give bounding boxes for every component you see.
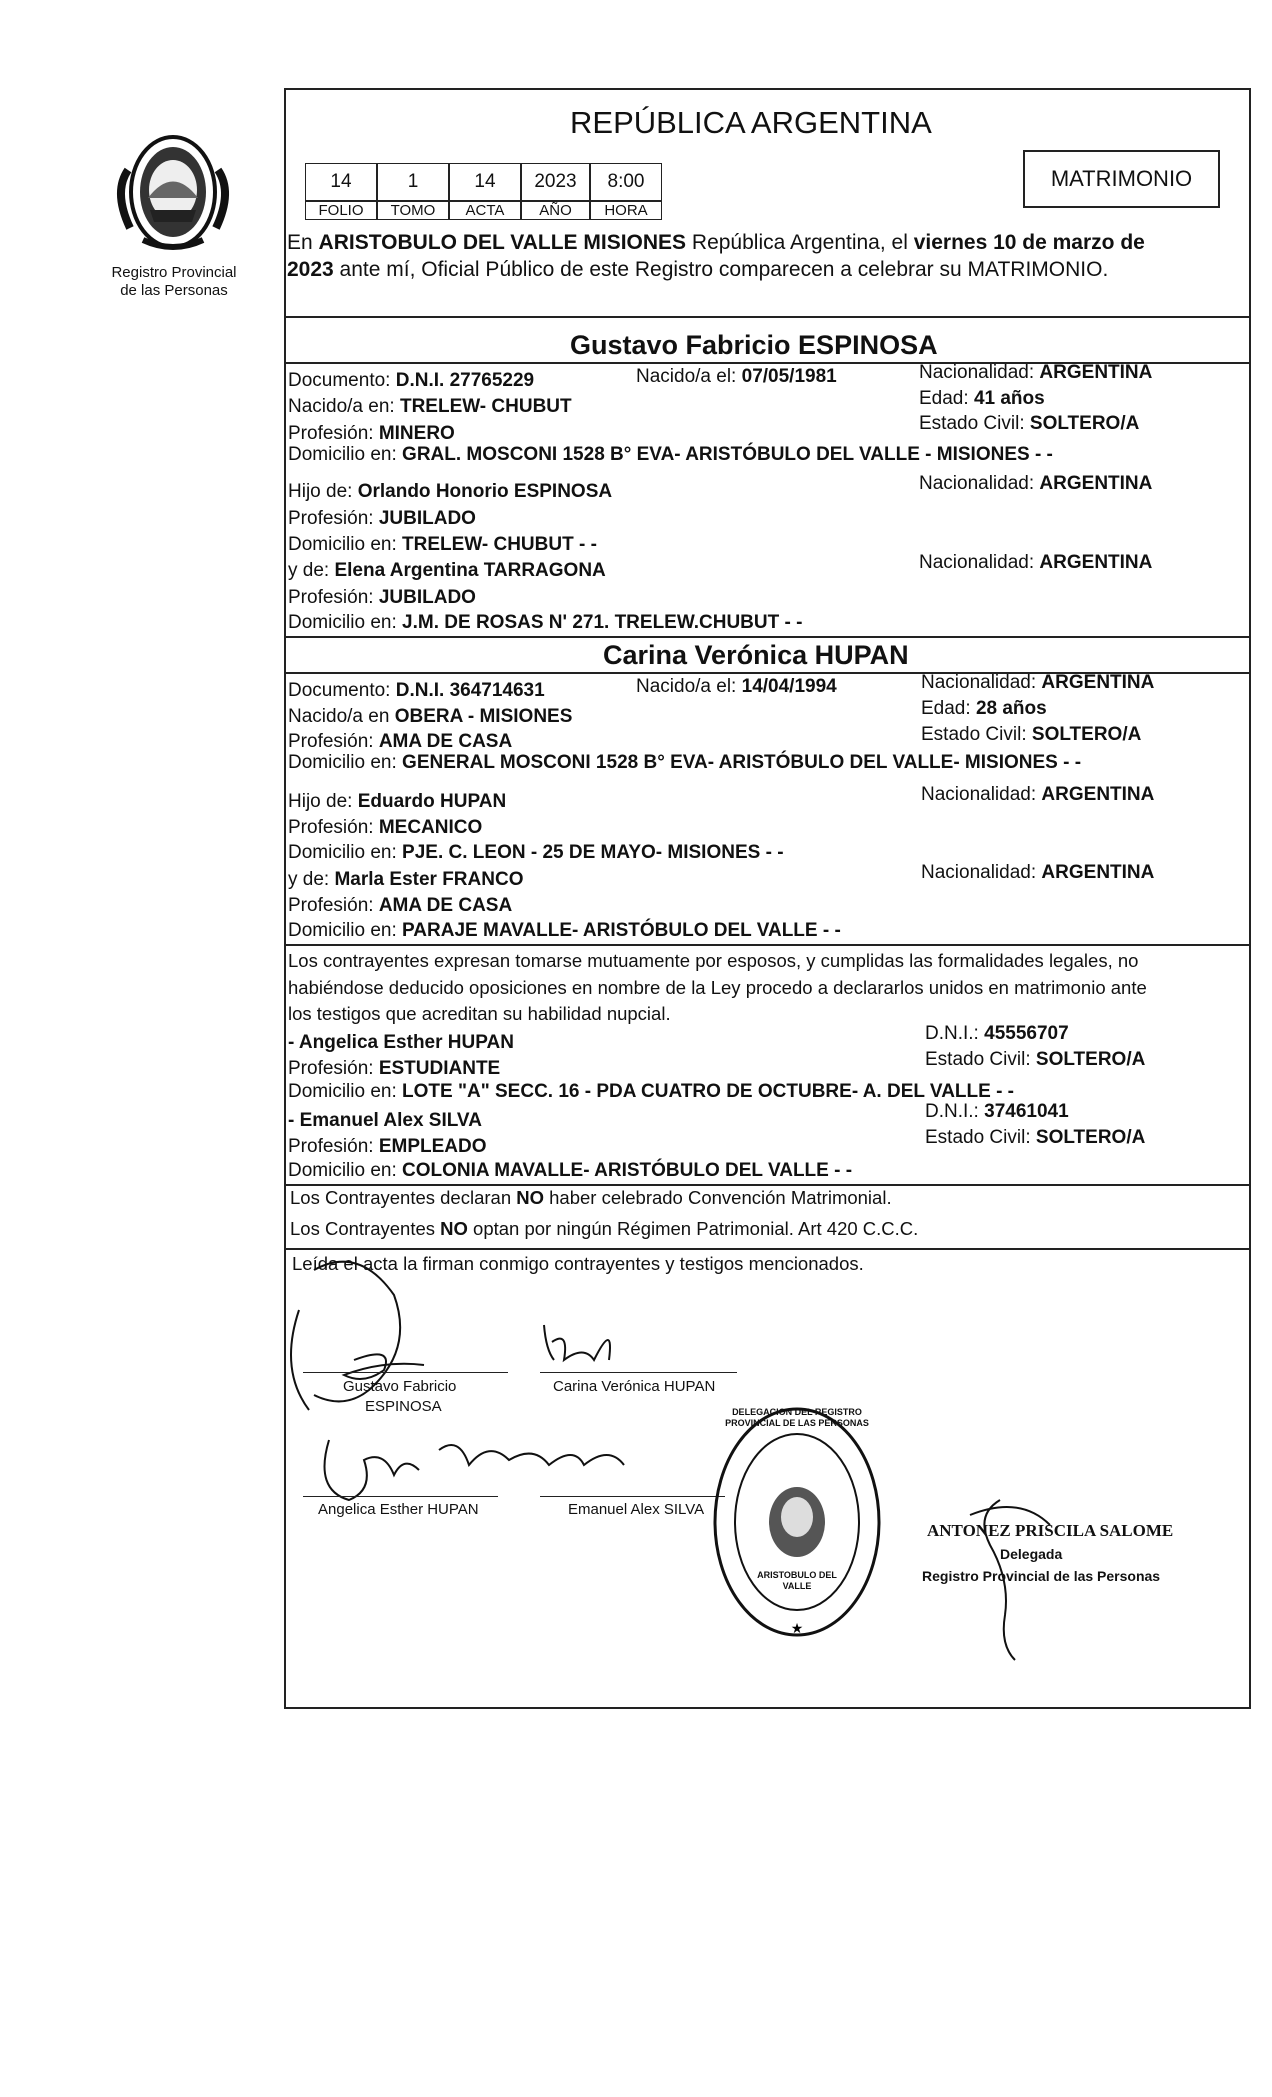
sig-angelica: Angelica Esther HUPAN	[318, 1501, 479, 1518]
witness2-civil-status: Estado Civil: SOLTERO/A	[925, 1127, 1146, 1148]
witness1-profession: Profesión: ESTUDIANTE	[288, 1058, 501, 1079]
sig-carina: Carina Verónica HUPAN	[553, 1378, 716, 1395]
province-logo	[108, 130, 238, 255]
spouse1-profession: Profesión: MINERO	[288, 423, 455, 444]
declaration-line-3: los testigos que acreditan su habilidad nupcial.	[288, 1003, 671, 1024]
convention-line-2: Los Contrayentes NO optan por ningún Régimen Patrimonial. Art 420 C.C.C.	[290, 1218, 919, 1239]
declaration-line-2: habiéndose deducido oposiciones en nombre de la Ley procedo a declararlos unidos en matrimonio ante	[288, 977, 1147, 998]
spouse1-father-nationality: Nacionalidad: ARGENTINA	[919, 473, 1153, 494]
stamp-ring-text: DELEGACION DEL REGISTRO PROVINCIAL DE LAS PERSONAS	[725, 1407, 869, 1428]
spouse2-profession: Profesión: AMA DE CASA	[288, 731, 513, 752]
closing-text: Leída el acta la firman conmigo contrayentes y testigos mencionados.	[292, 1253, 864, 1274]
official-title: Delegada	[1000, 1546, 1063, 1562]
spouse1-nationality: Nacionalidad: ARGENTINA	[919, 362, 1153, 383]
spouse2-father-profession: Profesión: MECANICO	[288, 817, 483, 838]
act-type-label: MATRIMONIO	[1050, 166, 1193, 191]
spouse2-documento: Documento: D.N.I. 364714631	[288, 680, 545, 701]
official-signature	[960, 1485, 1090, 1665]
record-acta: 14	[449, 163, 521, 201]
sig-gustavo-line2: ESPINOSA	[365, 1398, 442, 1415]
record-folio: 14	[305, 163, 377, 201]
logo-caption-1: Registro Provincial	[111, 264, 237, 281]
official-office: Registro Provincial de las Personas	[922, 1568, 1161, 1584]
witness2-profession: Profesión: EMPLEADO	[288, 1136, 487, 1157]
witness2-dni: D.N.I.: 37461041	[925, 1101, 1069, 1122]
record-tomo: 1	[377, 163, 449, 201]
spouse1-age: Edad: 41 años	[919, 388, 1045, 409]
official-name: ANTONEZ PRISCILA SALOME	[927, 1521, 1174, 1540]
spouse1-father: Hijo de: Orlando Honorio ESPINOSA	[288, 481, 613, 502]
spouse2-mother-address: Domicilio en: PARAJE MAVALLE- ARISTÓBULO DEL VALLE - -	[288, 920, 841, 941]
declaration-line-1: Los contrayentes expresan tomarse mutuamente por esposos, y cumplidas las formalidades legales, no	[288, 950, 1139, 971]
witness1-civil-status: Estado Civil: SOLTERO/A	[925, 1049, 1146, 1070]
spouse2-age: Edad: 28 años	[921, 698, 1047, 719]
logo-caption-2: de las Personas	[120, 282, 228, 299]
spouse2-birthdate: Nacido/a el: 14/04/1994	[636, 676, 837, 697]
spouse2-name: Carina Verónica HUPAN	[603, 640, 909, 670]
record-anio-label: AÑO	[521, 201, 590, 220]
spouse2-birthplace: Nacido/a en OBERA - MISIONES	[288, 706, 573, 727]
spouse2-mother-profession: Profesión: AMA DE CASA	[288, 895, 513, 916]
spouse1-mother-nationality: Nacionalidad: ARGENTINA	[919, 552, 1153, 573]
sig-emanuel: Emanuel Alex SILVA	[568, 1501, 705, 1518]
intro-line-2: 2023 ante mí, Oficial Público de este Registro comparecen a celebrar su MATRIMONIO.	[287, 258, 1109, 281]
record-anio: 2023	[521, 163, 590, 201]
spouse1-father-address: Domicilio en: TRELEW- CHUBUT - -	[288, 534, 597, 555]
spouse2-father: Hijo de: Eduardo HUPAN	[288, 791, 507, 812]
record-folio-label: FOLIO	[305, 201, 377, 220]
convention-line-1: Los Contrayentes declaran NO haber celebrado Convención Matrimonial.	[290, 1187, 892, 1208]
svg-text:★: ★	[790, 1621, 804, 1637]
witness1-name: - Angelica Esther HUPAN	[288, 1032, 514, 1053]
spouse1-birthdate: Nacido/a el: 07/05/1981	[636, 366, 837, 387]
spouse1-civil-status: Estado Civil: SOLTERO/A	[919, 413, 1140, 434]
spouse2-father-address: Domicilio en: PJE. C. LEON - 25 DE MAYO- MISIONES - -	[288, 842, 784, 863]
spouse2-nationality: Nacionalidad: ARGENTINA	[921, 672, 1155, 693]
witness2-name: - Emanuel Alex SILVA	[288, 1110, 482, 1131]
spouse1-documento: Documento: D.N.I. 27765229	[288, 370, 535, 391]
spouse1-name: Gustavo Fabricio ESPINOSA	[570, 330, 938, 360]
page-title: REPÚBLICA ARGENTINA	[570, 105, 932, 140]
spouse2-address: Domicilio en: GENERAL MOSCONI 1528 B° EVA- ARISTÓBULO DEL VALLE- MISIONES - -	[288, 752, 1082, 773]
spouse1-mother-address: Domicilio en: J.M. DE ROSAS N' 271. TRELEW.CHUBUT - -	[288, 612, 803, 633]
spouse1-address: Domicilio en: GRAL. MOSCONI 1528 B° EVA- ARISTÓBULO DEL VALLE - MISIONES - -	[288, 444, 1053, 465]
spouse1-mother-profession: Profesión: JUBILADO	[288, 587, 476, 608]
record-hora-label: HORA	[590, 201, 662, 220]
spouse1-father-profession: Profesión: JUBILADO	[288, 508, 476, 529]
spouse2-father-nationality: Nacionalidad: ARGENTINA	[921, 784, 1155, 805]
spouse2-civil-status: Estado Civil: SOLTERO/A	[921, 724, 1142, 745]
spouse2-mother-nationality: Nacionalidad: ARGENTINA	[921, 862, 1155, 883]
witness1-dni: D.N.I.: 45556707	[925, 1023, 1069, 1044]
spouse2-mother: y de: Marla Ester FRANCO	[288, 869, 524, 890]
sig-gustavo-line1: Gustavo Fabricio	[343, 1378, 457, 1395]
stamp-inner-text: ARISTOBULO DEL VALLE	[757, 1570, 837, 1591]
spouse1-mother: y de: Elena Argentina TARRAGONA	[288, 560, 606, 581]
intro-line-1: En ARISTOBULO DEL VALLE MISIONES República Argentina, el viernes 10 de marzo de	[287, 231, 1145, 254]
record-hora: 8:00	[590, 163, 662, 201]
witness1-address: Domicilio en: LOTE "A" SECC. 16 - PDA CUATRO DE OCTUBRE- A. DEL VALLE - -	[288, 1081, 1015, 1102]
record-acta-label: ACTA	[449, 201, 521, 220]
witness2-address: Domicilio en: COLONIA MAVALLE- ARISTÓBULO DEL VALLE - -	[288, 1160, 853, 1181]
record-tomo-label: TOMO	[377, 201, 449, 220]
act-type-box	[1023, 150, 1220, 208]
spouse1-birthplace: Nacido/a en: TRELEW- CHUBUT	[288, 396, 572, 417]
registry-stamp	[712, 1405, 882, 1640]
